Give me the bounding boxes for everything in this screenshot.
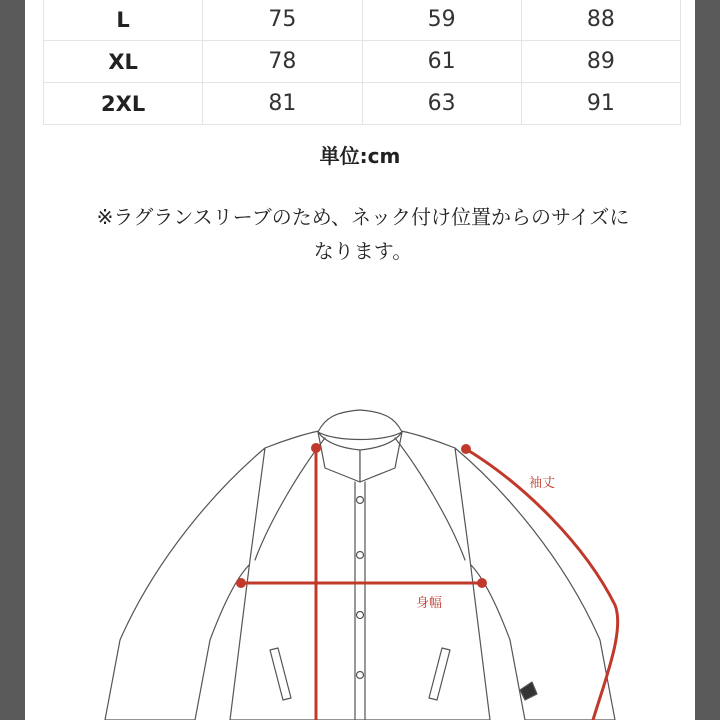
sleeve-cell: 88 bbox=[521, 0, 680, 41]
chest-width-right-endpoint bbox=[477, 578, 487, 588]
size-cell: 2XL bbox=[44, 83, 203, 125]
width-cell: 63 bbox=[362, 83, 521, 125]
chest-width-left-endpoint bbox=[236, 578, 246, 588]
collar-band-outline bbox=[318, 410, 402, 440]
length-cell: 75 bbox=[203, 0, 362, 41]
size-cell: XL bbox=[44, 41, 203, 83]
button-4 bbox=[357, 672, 364, 679]
sleeve-length-endpoint bbox=[461, 444, 471, 454]
sleeve-cell: 91 bbox=[521, 83, 680, 125]
width-cell: 59 bbox=[362, 0, 521, 41]
length-cell: 78 bbox=[203, 41, 362, 83]
sleeve-cell: 89 bbox=[521, 41, 680, 83]
product-size-page bbox=[25, 0, 695, 720]
button-3 bbox=[357, 612, 364, 619]
length-cell: 81 bbox=[203, 83, 362, 125]
unit-label: 単位:cm bbox=[319, 144, 401, 168]
jacket-measurement-diagram bbox=[25, 0, 695, 720]
sleeve-length-label: 袖丈 bbox=[529, 476, 556, 491]
note-line-2: なります。 bbox=[313, 239, 413, 263]
size-cell: L bbox=[44, 0, 203, 41]
body-length-endpoint bbox=[311, 443, 321, 453]
width-cell: 61 bbox=[362, 41, 521, 83]
button-2 bbox=[357, 552, 364, 559]
button-1 bbox=[357, 497, 364, 504]
note-line-1: ※ラグランスリーブのため、ネック付け位置からのサイズに bbox=[96, 205, 630, 229]
chest-width-label: 身幅 bbox=[416, 596, 443, 611]
